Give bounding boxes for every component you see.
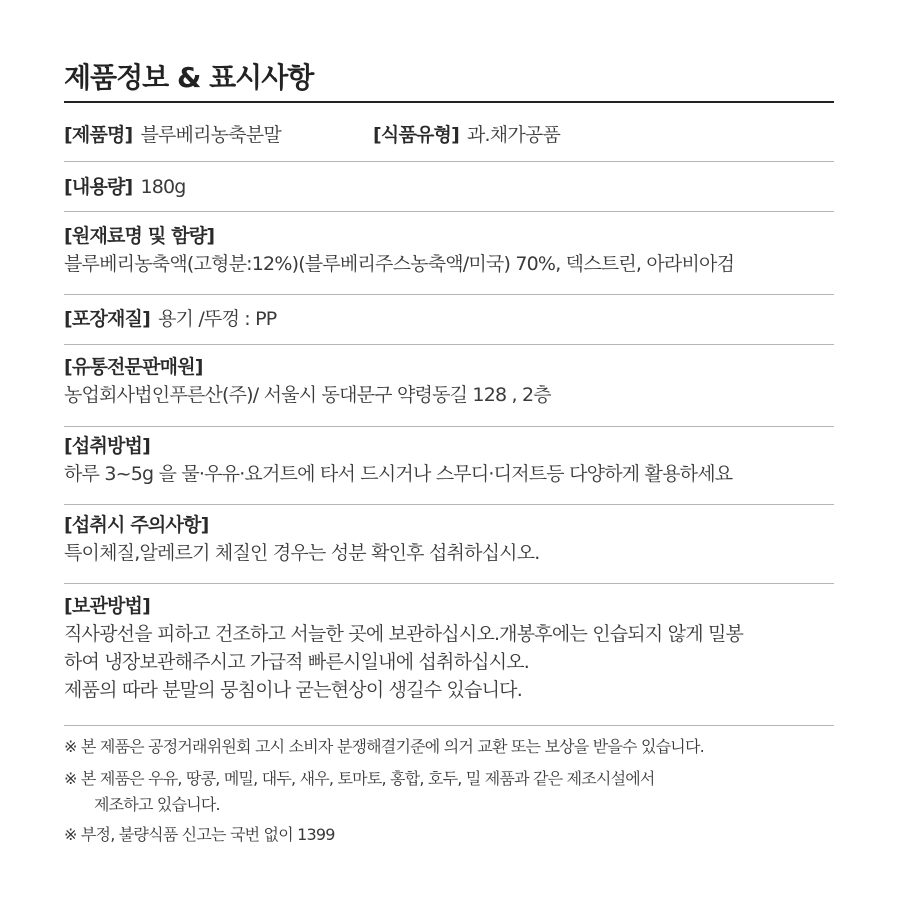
how-to-take-row: [64, 432, 834, 488]
notes-block: [64, 734, 834, 848]
volume-value: 180g: [140, 176, 186, 198]
food-type-value: 과.채가공품: [466, 124, 560, 146]
food-type-line: [373, 121, 560, 149]
title-divider: [64, 101, 834, 103]
packaging-label: [포장재질]: [64, 308, 150, 330]
divider: [64, 583, 834, 584]
divider: [64, 426, 834, 427]
divider: [64, 725, 834, 726]
precautions-value: 특이체질,알레르기 체질인 경우는 성분 확인후 섭취하십시오.: [64, 542, 540, 564]
storage-label: [보관방법]: [64, 595, 150, 617]
storage-line: 직사광선을 피하고 건조하고 서늘한 곳에 보관하십시오.개봉후에는 인습되지 않게 밀봉: [64, 623, 744, 645]
page-title: 제품정보 & 표시사항: [64, 61, 314, 94]
divider: [64, 211, 834, 212]
ingredients-value: 블루베리농축액(고형분:12%)(블루베리주스농축액/미국) 70%, 덱스트린, 아라비아검: [64, 253, 735, 275]
how-to-take-label: [섭취방법]: [64, 435, 150, 457]
ingredients-row: [64, 222, 834, 278]
divider: [64, 161, 834, 162]
note-item: 제조하고 있습니다.: [94, 795, 220, 814]
distributor-label: [유통전문판매원]: [64, 356, 203, 378]
product-name-label: [제품명]: [64, 124, 133, 146]
storage-line: 제품의 따라 분말의 뭉침이나 굳는현상이 생길수 있습니다.: [64, 679, 522, 701]
precautions-row: [64, 511, 834, 567]
packaging-value: 용기 /뚜껑 : PP: [157, 308, 277, 330]
how-to-take-value: 하루 3~5g 을 물·우유·요거트에 타서 드시거나 스무디·디저트등 다양하게 활용하세요: [64, 463, 733, 485]
storage-line: 하여 냉장보관해주시고 가급적 빠른시일내에 섭취하십시오.: [64, 651, 530, 673]
storage-row: [64, 592, 834, 704]
divider: [64, 504, 834, 505]
packaging-row: [64, 305, 834, 333]
ingredients-label: [원재료명 및 함량]: [64, 225, 215, 247]
distributor-row: [64, 353, 834, 409]
note-item: ※ 본 제품은 공정거래위원회 고시 소비자 분쟁해결기준에 의거 교환 또는 보상을 받을수 있습니다.: [64, 737, 704, 756]
divider: [64, 344, 834, 345]
note-item: ※ 부정, 불량식품 신고는 국번 없이 1399: [64, 825, 335, 844]
distributor-value: 농업회사법인푸른산(주)/ 서울시 동대문구 약령동길 128 , 2층: [64, 384, 551, 406]
note-item: ※ 본 제품은 우유, 땅콩, 메밀, 대두, 새우, 토마토, 홍합, 호두, 밀 제품과 같은 제조시설에서: [64, 769, 655, 788]
product-name-row: [64, 121, 834, 149]
divider: [64, 294, 834, 295]
volume-row: [64, 173, 834, 201]
volume-label: [내용량]: [64, 176, 133, 198]
product-name-value: 블루베리농축분말: [140, 124, 281, 146]
food-type-label: [식품유형]: [373, 124, 459, 146]
precautions-label: [섭취시 주의사항]: [64, 514, 209, 536]
